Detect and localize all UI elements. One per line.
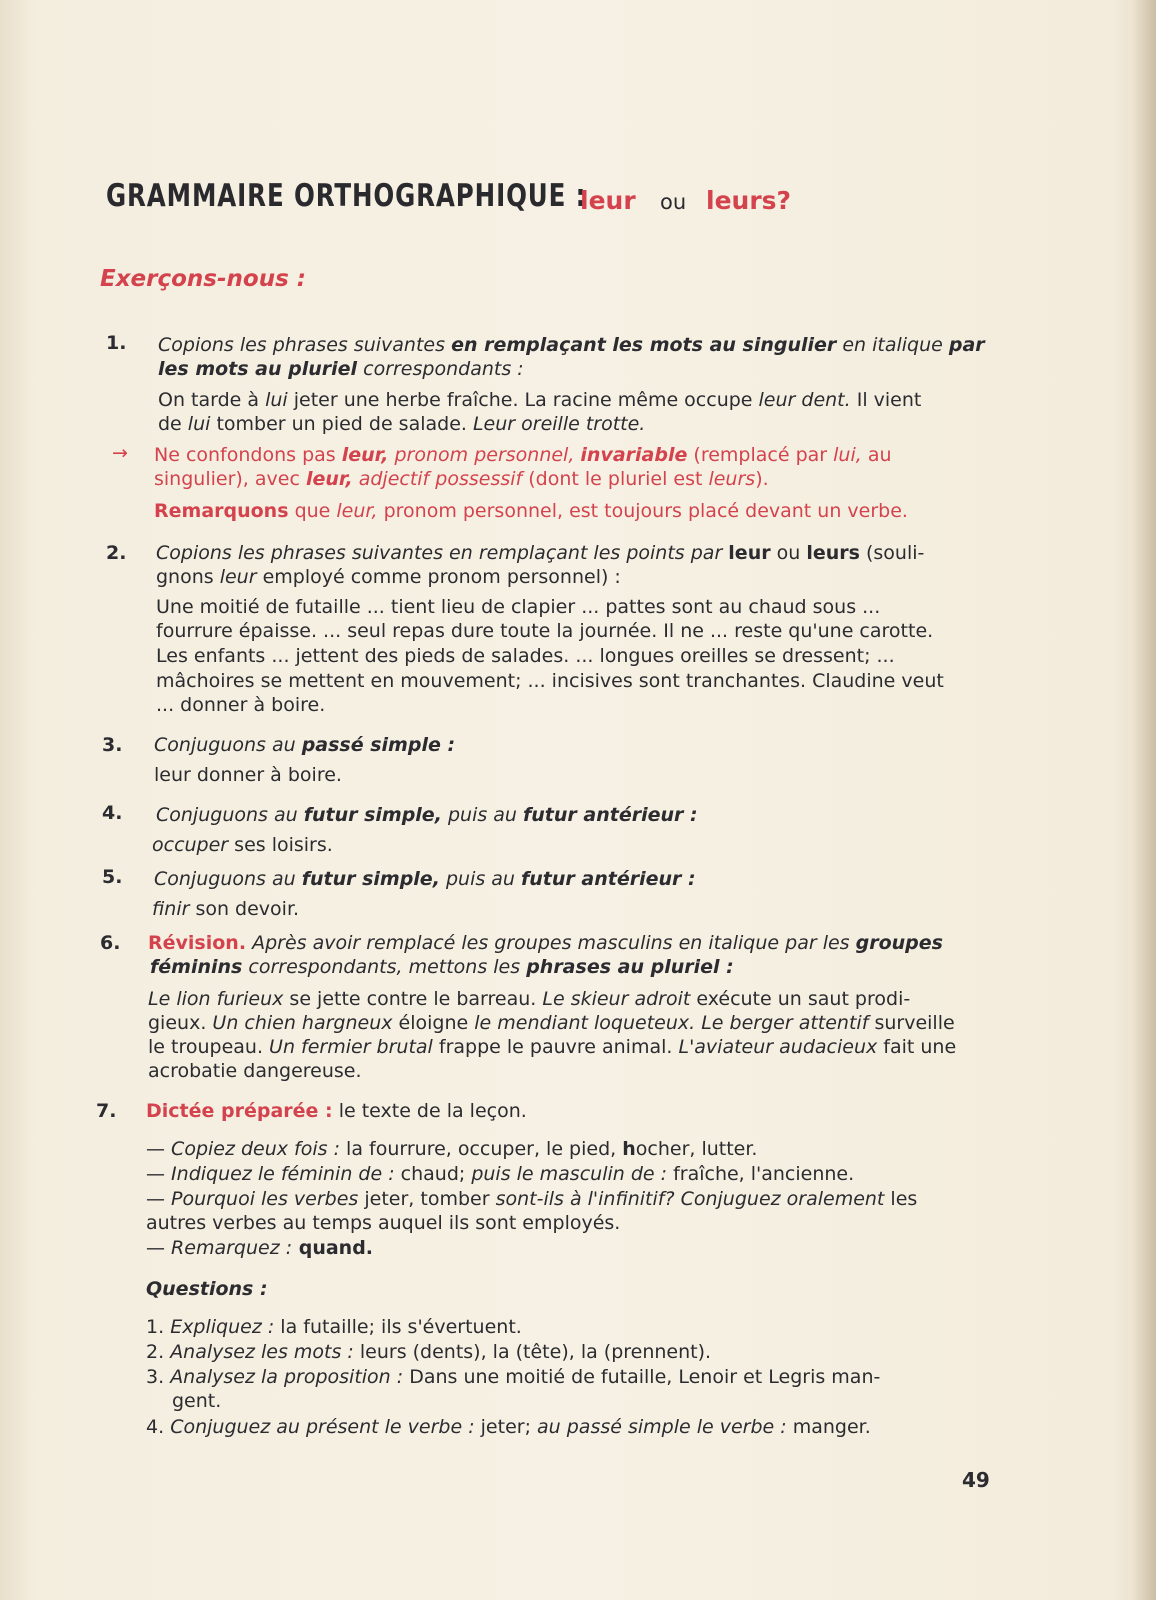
question-1: 1. Expliquez : la futaille; ils s'évertuent. <box>146 1316 522 1338</box>
exercise-7-number: 7. <box>96 1100 117 1122</box>
exercise-2-instruction-line2: gnons leur employé comme pronom personnel) : <box>156 566 621 588</box>
exercise-4-instruction: Conjuguons au futur simple, puis au futur antérieur : <box>156 804 698 826</box>
exercise-2-instruction-line1: Copions les phrases suivantes en remplaçant les points par leur ou leurs (souli- <box>156 542 925 564</box>
page-number: 49 <box>962 1468 990 1492</box>
title-word-leurs: leurs? <box>706 186 792 215</box>
exercise-6-instruction-line2: féminins correspondants, mettons les phrases au pluriel : <box>150 956 734 978</box>
section-heading: Exerçons-nous : <box>100 266 306 292</box>
exercise-2-text-line3: Les enfants ... jettent des pieds de salades. ... longues oreilles se dressent; ... <box>156 645 895 667</box>
exercise-3-instruction: Conjuguons au passé simple : <box>154 734 456 756</box>
exercise-6-text-line3: le troupeau. Un fermier brutal frappe le pauvre animal. L'aviateur audacieux fait une <box>148 1036 957 1058</box>
question-3-line1: 3. Analysez la proposition : Dans une moitié de futaille, Lenoir et Legris man- <box>146 1366 881 1388</box>
exercise-2-number: 2. <box>106 542 127 564</box>
exercise-2-text-line1: Une moitié de futaille ... tient lieu de clapier ... pattes sont au chaud sous ... <box>156 596 881 618</box>
dictee-item-1: — Copiez deux fois : la fourrure, occuper, le pied, hocher, lutter. <box>146 1138 758 1160</box>
title-word-leur: leur <box>580 186 636 215</box>
exercise-1-instruction-line2: les mots au pluriel correspondants : <box>158 358 524 380</box>
exercise-4-number: 4. <box>102 802 123 824</box>
note-arrow-icon: → <box>112 442 128 464</box>
questions-heading: Questions : <box>146 1278 268 1300</box>
exercise-4-line: occuper ses loisirs. <box>152 834 333 856</box>
question-2: 2. Analysez les mots : leurs (dents), la (tête), la (prennent). <box>146 1341 712 1363</box>
exercise-1-sentence-line2: de lui tomber un pied de salade. Leur oreille trotte. <box>158 413 646 435</box>
exercise-6-instruction-line1: Révision. Après avoir remplacé les groupes masculins en italique par les groupes <box>148 932 943 954</box>
exercise-6-number: 6. <box>100 932 121 954</box>
exercise-2-text-line5: ... donner à boire. <box>156 694 326 716</box>
exercise-1-number: 1. <box>106 332 127 354</box>
exercise-1-remark: Remarquons que leur, pronom personnel, est toujours placé devant un verbe. <box>154 500 908 522</box>
exercise-1-instruction-line1: Copions les phrases suivantes en remplaçant les mots au singulier en italique par <box>158 334 985 356</box>
exercise-1-note-line2: singulier), avec leur, adjectif possessif (dont le pluriel est leurs). <box>154 468 769 490</box>
page-title: GRAMMAIRE ORTHOGRAPHIQUE : <box>106 178 587 214</box>
exercise-3-number: 3. <box>102 734 123 756</box>
exercise-2-text-line4: mâchoires se mettent en mouvement; ... incisives sont tranchantes. Claudine veut <box>156 670 944 692</box>
exercise-2-text-line2: fourrure épaisse. ... seul repas dure toute la journée. Il ne ... reste qu'une carotte. <box>156 620 934 642</box>
exercise-6-text-line4: acrobatie dangereuse. <box>148 1060 362 1082</box>
exercise-5-number: 5. <box>102 866 123 888</box>
exercise-1-note-line1: Ne confondons pas leur, pronom personnel, invariable (remplacé par lui, au <box>154 444 892 466</box>
dictee-item-3-line1: — Pourquoi les verbes jeter, tomber sont-ils à l'infinitif? Conjuguez oralement les <box>146 1188 918 1210</box>
question-3-line2: gent. <box>172 1390 222 1412</box>
exercise-7-heading: Dictée préparée : le texte de la leçon. <box>146 1100 527 1122</box>
dictee-item-3-line2: autres verbes au temps auquel ils sont employés. <box>146 1212 621 1234</box>
dictee-item-4: — Remarquez : quand. <box>146 1237 374 1259</box>
exercise-6-text-line1: Le lion furieux se jette contre le barreau. Le skieur adroit exécute un saut prodi- <box>148 988 911 1010</box>
exercise-1-sentence-line1: On tarde à lui jeter une herbe fraîche. La racine même occupe leur dent. Il vient <box>158 389 922 411</box>
question-4: 4. Conjuguez au présent le verbe : jeter; au passé simple le verbe : manger. <box>146 1416 871 1438</box>
title-conjunction: ou <box>660 190 687 214</box>
exercise-6-text-line2: gieux. Un chien hargneux éloigne le mendiant loqueteux. Le berger attentif surveille <box>148 1012 955 1034</box>
exercise-5-instruction: Conjuguons au futur simple, puis au futur antérieur : <box>154 868 696 890</box>
page-spine-shadow <box>1132 0 1156 1600</box>
exercise-5-line: finir son devoir. <box>152 898 300 920</box>
exercise-3-line: leur donner à boire. <box>154 764 342 786</box>
dictee-item-2: — Indiquez le féminin de : chaud; puis le masculin de : fraîche, l'ancienne. <box>146 1163 855 1185</box>
